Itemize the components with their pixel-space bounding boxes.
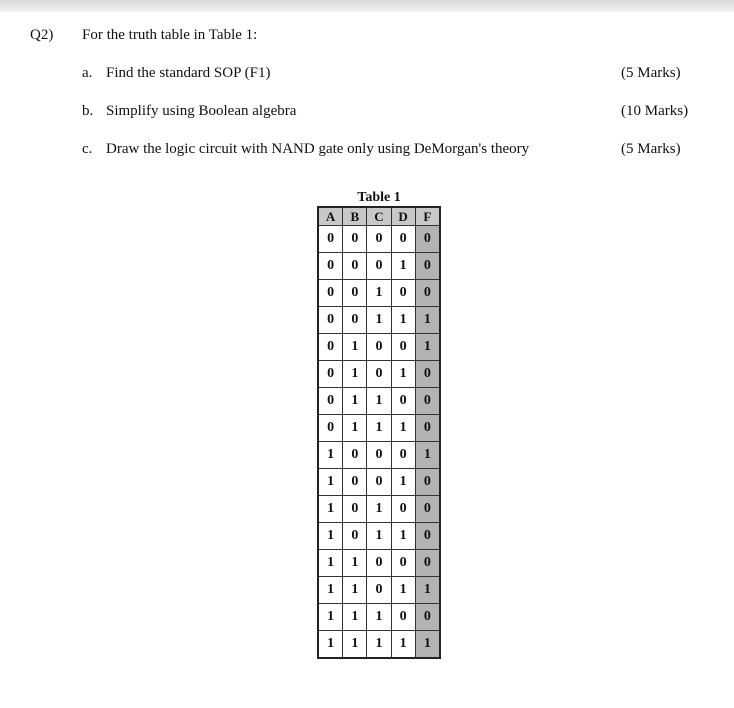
cell-f: 0 bbox=[415, 226, 440, 253]
cell-f: 0 bbox=[415, 361, 440, 388]
cell-a: 1 bbox=[318, 496, 343, 523]
cell-c: 1 bbox=[367, 307, 391, 334]
cell-c: 0 bbox=[367, 361, 391, 388]
cell-d: 1 bbox=[391, 415, 415, 442]
cell-d: 0 bbox=[391, 550, 415, 577]
part-a-marks: (5 Marks) bbox=[621, 65, 681, 81]
table-row bbox=[318, 361, 440, 388]
cell-b: 0 bbox=[343, 307, 367, 334]
cell-c: 1 bbox=[367, 496, 391, 523]
cell-d: 0 bbox=[391, 226, 415, 253]
table-row bbox=[318, 280, 440, 307]
cell-a: 0 bbox=[318, 415, 343, 442]
cell-b: 0 bbox=[343, 523, 367, 550]
cell-a: 0 bbox=[318, 280, 343, 307]
table-row bbox=[318, 604, 440, 631]
cell-c: 1 bbox=[367, 523, 391, 550]
cell-a: 1 bbox=[318, 469, 343, 496]
part-a bbox=[82, 65, 270, 82]
table-row bbox=[318, 442, 440, 469]
cell-b: 0 bbox=[343, 496, 367, 523]
cell-d: 1 bbox=[391, 631, 415, 659]
cell-f: 0 bbox=[415, 469, 440, 496]
header-b: B bbox=[343, 207, 367, 226]
header-d: D bbox=[391, 207, 415, 226]
cell-a: 1 bbox=[318, 442, 343, 469]
cell-d: 0 bbox=[391, 442, 415, 469]
cell-c: 0 bbox=[367, 226, 391, 253]
cell-a: 1 bbox=[318, 523, 343, 550]
table-row bbox=[318, 469, 440, 496]
cell-c: 0 bbox=[367, 550, 391, 577]
cell-d: 1 bbox=[391, 253, 415, 280]
cell-b: 1 bbox=[343, 334, 367, 361]
cell-f: 0 bbox=[415, 388, 440, 415]
cell-b: 1 bbox=[343, 577, 367, 604]
cell-c: 0 bbox=[367, 577, 391, 604]
cell-a: 1 bbox=[318, 604, 343, 631]
part-c bbox=[82, 141, 529, 158]
cell-b: 1 bbox=[343, 604, 367, 631]
part-c-letter: c. bbox=[82, 141, 93, 157]
part-a-letter: a. bbox=[82, 65, 93, 81]
cell-b: 0 bbox=[343, 469, 367, 496]
cell-f: 0 bbox=[415, 415, 440, 442]
cell-c: 0 bbox=[367, 442, 391, 469]
table-row bbox=[318, 550, 440, 577]
cell-d: 0 bbox=[391, 334, 415, 361]
part-b-text: Simplify using Boolean algebra bbox=[106, 103, 297, 119]
part-b-marks: (10 Marks) bbox=[621, 103, 689, 119]
cell-b: 1 bbox=[343, 361, 367, 388]
cell-f: 1 bbox=[415, 631, 440, 659]
cell-f: 1 bbox=[415, 442, 440, 469]
table-header-row bbox=[318, 207, 440, 226]
cell-a: 1 bbox=[318, 550, 343, 577]
truth-table bbox=[317, 206, 441, 659]
truth-table-block bbox=[317, 190, 441, 659]
table-row bbox=[318, 226, 440, 253]
cell-c: 1 bbox=[367, 604, 391, 631]
cell-a: 0 bbox=[318, 334, 343, 361]
cell-c: 1 bbox=[367, 631, 391, 659]
cell-d: 1 bbox=[391, 523, 415, 550]
cell-a: 0 bbox=[318, 253, 343, 280]
table-row bbox=[318, 415, 440, 442]
question-text: For the truth table in Table 1: bbox=[82, 27, 258, 43]
table-row bbox=[318, 631, 440, 659]
table-row bbox=[318, 307, 440, 334]
part-c-marks: (5 Marks) bbox=[621, 141, 681, 157]
cell-d: 0 bbox=[391, 280, 415, 307]
cell-f: 1 bbox=[415, 307, 440, 334]
cell-b: 0 bbox=[343, 442, 367, 469]
cell-d: 0 bbox=[391, 388, 415, 415]
table-row bbox=[318, 334, 440, 361]
cell-c: 1 bbox=[367, 388, 391, 415]
part-b bbox=[82, 103, 296, 120]
cell-f: 0 bbox=[415, 523, 440, 550]
top-edge-strip bbox=[0, 0, 734, 12]
cell-f: 1 bbox=[415, 577, 440, 604]
part-c-text: Draw the logic circuit with NAND gate only using DeMorgan's theory bbox=[106, 141, 530, 157]
cell-d: 1 bbox=[391, 307, 415, 334]
cell-f: 0 bbox=[415, 550, 440, 577]
question-number: Q2) bbox=[30, 27, 54, 43]
cell-f: 0 bbox=[415, 496, 440, 523]
table-row bbox=[318, 577, 440, 604]
cell-a: 1 bbox=[318, 631, 343, 659]
cell-d: 1 bbox=[391, 361, 415, 388]
cell-f: 1 bbox=[415, 334, 440, 361]
header-c: C bbox=[367, 207, 391, 226]
cell-a: 0 bbox=[318, 388, 343, 415]
cell-d: 0 bbox=[391, 604, 415, 631]
cell-b: 0 bbox=[343, 226, 367, 253]
table-row bbox=[318, 253, 440, 280]
table-row bbox=[318, 496, 440, 523]
part-b-letter: b. bbox=[82, 103, 94, 119]
table-row bbox=[318, 523, 440, 550]
cell-d: 1 bbox=[391, 469, 415, 496]
header-a: A bbox=[318, 207, 343, 226]
cell-c: 0 bbox=[367, 334, 391, 361]
cell-c: 0 bbox=[367, 253, 391, 280]
cell-b: 1 bbox=[343, 415, 367, 442]
cell-a: 0 bbox=[318, 226, 343, 253]
cell-b: 1 bbox=[343, 388, 367, 415]
cell-f: 0 bbox=[415, 280, 440, 307]
cell-a: 0 bbox=[318, 307, 343, 334]
cell-c: 1 bbox=[367, 415, 391, 442]
part-a-text: Find the standard SOP (F1) bbox=[106, 65, 271, 81]
cell-d: 0 bbox=[391, 496, 415, 523]
cell-c: 1 bbox=[367, 280, 391, 307]
cell-f: 0 bbox=[415, 604, 440, 631]
cell-b: 1 bbox=[343, 631, 367, 659]
table-title: Table 1 bbox=[357, 190, 401, 205]
table-row bbox=[318, 388, 440, 415]
cell-d: 1 bbox=[391, 577, 415, 604]
cell-c: 0 bbox=[367, 469, 391, 496]
cell-a: 0 bbox=[318, 361, 343, 388]
cell-b: 0 bbox=[343, 253, 367, 280]
cell-b: 1 bbox=[343, 550, 367, 577]
header-f: F bbox=[415, 207, 440, 226]
cell-f: 0 bbox=[415, 253, 440, 280]
table-body bbox=[318, 226, 440, 659]
cell-b: 0 bbox=[343, 280, 367, 307]
cell-a: 1 bbox=[318, 577, 343, 604]
